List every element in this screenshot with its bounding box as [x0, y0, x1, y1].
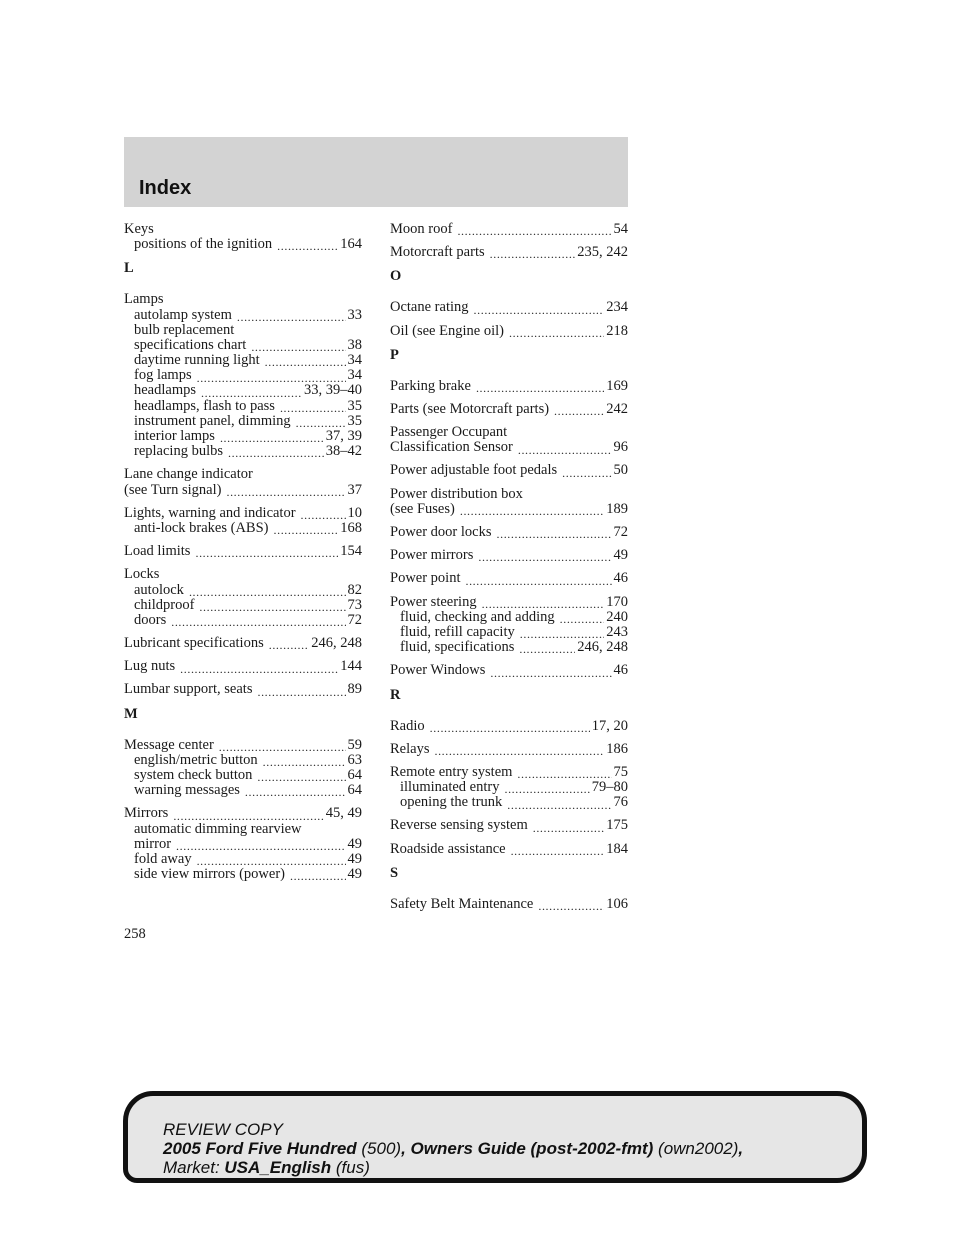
- index-entry: [390, 742, 628, 757]
- entry-page-ref: 10: [347, 504, 362, 521]
- index-entry: [390, 245, 628, 260]
- entry-text: Power point: [390, 570, 461, 587]
- dot-leader: [171, 616, 345, 628]
- index-entry: [390, 464, 628, 479]
- market-code: (fus): [331, 1158, 370, 1177]
- index-column-left: [124, 222, 362, 890]
- index-section-letter: O: [390, 268, 402, 285]
- dot-leader: [180, 663, 338, 675]
- entry-page-ref: 246, 248: [311, 635, 362, 652]
- index-subentry: [124, 613, 362, 628]
- entry-page-ref: 154: [340, 543, 362, 560]
- entry-text: Octane rating: [390, 299, 469, 316]
- index-entry: [390, 548, 628, 563]
- entry-page-ref: 170: [606, 593, 628, 610]
- entry-text: (see Fuses): [390, 500, 455, 517]
- entry-page-ref: 96: [613, 439, 628, 456]
- index-entry: [124, 567, 362, 582]
- entry-text: Locks: [124, 566, 160, 583]
- index-entry: [390, 842, 628, 857]
- entry-text: Mirrors: [124, 805, 169, 822]
- index-entry-group: [124, 738, 362, 799]
- entry-page-ref: 242: [606, 400, 628, 417]
- entry-page-ref: 73: [347, 596, 362, 613]
- index-subentry: [124, 353, 362, 368]
- entry-page-ref: 144: [340, 658, 362, 675]
- entry-text: fluid, checking and adding: [400, 608, 555, 625]
- index-entry-group: [390, 663, 628, 678]
- index-entry: [390, 571, 628, 586]
- index-subentry: [124, 323, 362, 338]
- dot-leader: [173, 810, 323, 822]
- entry-page-ref: 79–80: [591, 779, 628, 796]
- index-subentry: [124, 399, 362, 414]
- entry-page-ref: 175: [606, 817, 628, 834]
- index-entry: [124, 636, 362, 651]
- index-entry-group: [390, 548, 628, 563]
- entry-text: Relays: [390, 740, 430, 757]
- index-entry: [124, 659, 362, 674]
- entry-text: replacing bulbs: [134, 443, 223, 460]
- index-entry: [124, 683, 362, 698]
- dot-leader: [290, 870, 346, 882]
- index-entry: [390, 719, 628, 734]
- entry-text: Lane change indicator: [124, 466, 253, 483]
- dot-leader: [189, 586, 346, 598]
- dot-leader: [460, 505, 604, 517]
- index-subentry: [124, 384, 362, 399]
- entry-page-ref: 169: [606, 377, 628, 394]
- index-subentry: [124, 521, 362, 536]
- index-entry: [390, 663, 628, 678]
- dot-leader: [554, 405, 604, 417]
- index-entry: [390, 222, 628, 237]
- entry-page-ref: 49: [347, 850, 362, 867]
- entry-text: Motorcraft parts: [390, 244, 485, 261]
- dot-leader: [519, 643, 575, 655]
- dot-leader: [199, 601, 345, 613]
- index-subentry: [124, 768, 362, 783]
- entry-text: fog lamps: [134, 367, 192, 384]
- index-entry-group: [390, 464, 628, 479]
- index-subentry: [390, 625, 628, 640]
- entry-text: Lumbar support, seats: [124, 681, 253, 698]
- dot-leader: [251, 341, 345, 353]
- dot-leader: [434, 745, 604, 757]
- dot-leader: [518, 444, 612, 456]
- index-entry-group: [390, 300, 628, 315]
- dot-leader: [263, 756, 346, 768]
- entry-text: mirror: [134, 835, 172, 852]
- dot-leader: [478, 551, 611, 563]
- separator: ,: [401, 1139, 411, 1158]
- entry-text: Remote entry system: [390, 763, 513, 780]
- index-subentry: [390, 780, 628, 795]
- entry-text: autolock: [134, 581, 184, 598]
- index-entry: [390, 897, 628, 912]
- index-subentry: [124, 444, 362, 459]
- entry-page-ref: 243: [606, 623, 628, 640]
- dot-leader: [509, 327, 604, 339]
- entry-text: side view mirrors (power): [134, 866, 285, 883]
- entry-text: Lubricant specifications: [124, 635, 264, 652]
- vehicle-model-code: (500): [356, 1139, 402, 1158]
- index-section-letter: P: [390, 346, 399, 363]
- entry-page-ref: 75: [613, 763, 628, 780]
- entry-text: Oil (see Engine oil): [390, 322, 504, 339]
- dot-leader: [511, 845, 605, 857]
- index-entry-group: [390, 819, 628, 834]
- index-subentry: [124, 852, 362, 867]
- entry-page-ref: 49: [347, 835, 362, 852]
- entry-text: doors: [134, 611, 167, 628]
- review-copy-market-line: [163, 1158, 743, 1177]
- index-entry-group: [390, 897, 628, 912]
- entry-text: illuminated entry: [400, 779, 500, 796]
- entry-text: headlamps, flash to pass: [134, 397, 275, 414]
- dot-leader: [562, 467, 611, 479]
- entry-text: Passenger Occupant: [390, 424, 508, 441]
- entry-text: Lug nuts: [124, 658, 176, 675]
- dot-leader: [245, 786, 346, 798]
- entry-page-ref: 49: [613, 547, 628, 564]
- entry-text: fluid, refill capacity: [400, 623, 515, 640]
- entry-text: bulb replacement: [134, 321, 235, 338]
- entry-text: daytime running light: [134, 352, 260, 369]
- review-copy-document-line: [163, 1139, 743, 1158]
- index-entry: [124, 483, 362, 498]
- index-entry: [124, 222, 362, 237]
- entry-page-ref: 189: [606, 500, 628, 517]
- index-entry: [390, 300, 628, 315]
- entry-page-ref: 38: [347, 336, 362, 353]
- entry-page-ref: 82: [347, 581, 362, 598]
- entry-text: Power mirrors: [390, 547, 474, 564]
- index-subentry: [390, 640, 628, 655]
- entry-page-ref: 35: [347, 397, 362, 414]
- entry-text: Power steering: [390, 593, 477, 610]
- index-entry: [390, 819, 628, 834]
- index-subentry: [124, 583, 362, 598]
- index-subentry: [390, 610, 628, 625]
- index-entry-group: [390, 324, 628, 339]
- dot-leader: [490, 248, 576, 260]
- dot-leader: [490, 667, 611, 679]
- entry-text: Lights, warning and indicator: [124, 504, 296, 521]
- dot-leader: [560, 613, 605, 625]
- entry-page-ref: 246, 248: [577, 639, 628, 656]
- entry-text: system check button: [134, 767, 253, 784]
- index-entry-group: [390, 487, 628, 517]
- page-number: 258: [124, 926, 146, 942]
- index-entry: [124, 544, 362, 559]
- index-subentry: [390, 795, 628, 810]
- entry-text: specifications chart: [134, 336, 247, 353]
- entry-text: Roadside assistance: [390, 840, 506, 857]
- entry-text: fold away: [134, 850, 192, 867]
- entry-text: Safety Belt Maintenance: [390, 895, 534, 912]
- index-entry: [390, 595, 628, 610]
- index-entry: [390, 765, 628, 780]
- index-entry-group: [390, 222, 628, 237]
- dot-leader: [274, 524, 339, 536]
- index-entry-group: [390, 765, 628, 811]
- entry-page-ref: 218: [606, 322, 628, 339]
- entry-text: english/metric button: [134, 751, 258, 768]
- entry-text: headlamps: [134, 382, 197, 399]
- entry-page-ref: 184: [606, 840, 628, 857]
- entry-page-ref: 49: [347, 866, 362, 883]
- dot-leader: [474, 304, 605, 316]
- entry-page-ref: 33, 39–40: [304, 382, 362, 399]
- entry-page-ref: 168: [340, 519, 362, 536]
- entry-text: Message center: [124, 736, 214, 753]
- index-entry: [390, 402, 628, 417]
- dot-leader: [195, 547, 338, 559]
- index-entry: [390, 502, 628, 517]
- index-subentry: [124, 368, 362, 383]
- dot-leader: [504, 783, 589, 795]
- index-entry-group: [390, 595, 628, 656]
- dot-leader: [228, 447, 324, 459]
- index-subentry: [124, 598, 362, 613]
- index-entry-group: [124, 222, 362, 252]
- entry-page-ref: 38–42: [325, 443, 362, 460]
- guide-name: Owners Guide (post-2002-fmt): [410, 1139, 654, 1158]
- index-entry-group: [390, 245, 628, 260]
- index-entry-group: [124, 636, 362, 651]
- entry-page-ref: 64: [347, 782, 362, 799]
- entry-page-ref: 240: [606, 608, 628, 625]
- entry-text: Classification Sensor: [390, 439, 513, 456]
- index-entry-group: [124, 544, 362, 559]
- entry-text: anti-lock brakes (ABS): [134, 519, 269, 536]
- dot-leader: [176, 840, 345, 852]
- dot-leader: [482, 598, 605, 610]
- entry-page-ref: 34: [347, 352, 362, 369]
- index-entry: [390, 440, 628, 455]
- index-entry: [390, 425, 628, 440]
- entry-page-ref: 106: [606, 895, 628, 912]
- vehicle-model: 2005 Ford Five Hundred: [163, 1139, 357, 1158]
- index-entry: [124, 738, 362, 753]
- entry-page-ref: 17, 20: [591, 717, 628, 734]
- index-subentry: [124, 837, 362, 852]
- separator: ,: [738, 1139, 744, 1158]
- entry-text: opening the trunk: [400, 794, 503, 811]
- entry-text: Radio: [390, 717, 425, 734]
- entry-text: instrument panel, dimming: [134, 412, 291, 429]
- entry-page-ref: 72: [613, 524, 628, 541]
- index-entry-group: [390, 525, 628, 540]
- index-subentry: [124, 867, 362, 882]
- index-entry: [124, 467, 362, 482]
- index-entry-group: [390, 402, 628, 417]
- entry-text: positions of the ignition: [134, 236, 273, 253]
- dot-leader: [301, 509, 346, 521]
- entry-page-ref: 63: [347, 751, 362, 768]
- dot-leader: [265, 356, 346, 368]
- entry-page-ref: 45, 49: [325, 805, 362, 822]
- entry-page-ref: 164: [340, 236, 362, 253]
- market-label: Market:: [163, 1158, 225, 1177]
- index-entry-group: [124, 683, 362, 698]
- entry-page-ref: 33: [347, 306, 362, 323]
- index-subentry: [124, 429, 362, 444]
- dot-leader: [257, 686, 345, 698]
- entry-text: Power adjustable foot pedals: [390, 462, 558, 479]
- index-entry-group: [390, 425, 628, 455]
- entry-text: Reverse sensing system: [390, 817, 528, 834]
- entry-page-ref: 46: [613, 662, 628, 679]
- entry-page-ref: 35: [347, 412, 362, 429]
- entry-page-ref: 50: [613, 462, 628, 479]
- index-subentry: [124, 338, 362, 353]
- index-entry: [390, 379, 628, 394]
- entry-text: (see Turn signal): [124, 481, 222, 498]
- index-entry: [390, 487, 628, 502]
- entry-page-ref: 64: [347, 767, 362, 784]
- entry-text: interior lamps: [134, 428, 215, 445]
- dot-leader: [201, 387, 302, 399]
- dot-leader: [257, 771, 345, 783]
- entry-text: Power distribution box: [390, 485, 523, 502]
- entry-text: Load limits: [124, 543, 191, 560]
- index-header-band: [124, 137, 628, 207]
- index-entry: [124, 292, 362, 307]
- index-section-letter: L: [124, 260, 134, 277]
- index-entry: [124, 806, 362, 821]
- index-subentry: [124, 783, 362, 798]
- index-entry-group: [390, 571, 628, 586]
- index-entry-group: [124, 292, 362, 459]
- entry-text: Lamps: [124, 291, 164, 308]
- review-copy-label: REVIEW COPY: [163, 1120, 283, 1139]
- index-subentry: [124, 308, 362, 323]
- index-entry-group: [390, 842, 628, 857]
- index-entry: [124, 506, 362, 521]
- index-subentry: [124, 414, 362, 429]
- entry-text: Parts (see Motorcraft parts): [390, 400, 550, 417]
- entry-page-ref: 234: [606, 299, 628, 316]
- dot-leader: [533, 822, 605, 834]
- index-subentry: [124, 753, 362, 768]
- dot-leader: [457, 225, 611, 237]
- index-entry-group: [124, 659, 362, 674]
- entry-page-ref: 37, 39: [325, 428, 362, 445]
- entry-text: automatic dimming rearview: [134, 820, 302, 837]
- dot-leader: [220, 432, 324, 444]
- entry-text: warning messages: [134, 782, 240, 799]
- market-value: USA_English: [224, 1158, 332, 1177]
- index-section-letter: S: [390, 864, 399, 881]
- entry-page-ref: 37: [347, 481, 362, 498]
- review-copy-box: [123, 1091, 867, 1183]
- dot-leader: [237, 311, 346, 323]
- index-column-right: [390, 222, 628, 920]
- entry-text: childproof: [134, 596, 195, 613]
- entry-text: Parking brake: [390, 377, 471, 394]
- index-entry-group: [124, 467, 362, 497]
- entry-text: Power door locks: [390, 524, 492, 541]
- entry-text: Power Windows: [390, 662, 486, 679]
- index-entry-group: [124, 567, 362, 628]
- dot-leader: [476, 382, 604, 394]
- dot-leader: [226, 486, 345, 498]
- index-section-letter: R: [390, 686, 401, 703]
- review-copy-text: [163, 1120, 743, 1177]
- guide-code: (own2002): [653, 1139, 739, 1158]
- entry-text: Keys: [124, 220, 154, 237]
- index-section-letter: M: [124, 705, 138, 722]
- index-entry-group: [124, 506, 362, 536]
- entry-page-ref: 186: [606, 740, 628, 757]
- index-entry-group: [390, 719, 628, 734]
- dot-leader: [277, 240, 338, 252]
- entry-page-ref: 59: [347, 736, 362, 753]
- index-entry: [390, 324, 628, 339]
- entry-page-ref: 76: [613, 794, 628, 811]
- dot-leader: [465, 575, 611, 587]
- index-subentry: [124, 237, 362, 252]
- index-subentry: [124, 822, 362, 837]
- entry-text: autolamp system: [134, 306, 232, 323]
- entry-page-ref: 72: [347, 611, 362, 628]
- entry-page-ref: 235, 242: [577, 244, 628, 261]
- dot-leader: [430, 722, 590, 734]
- index-entry: [390, 525, 628, 540]
- dot-leader: [538, 900, 604, 912]
- dot-leader: [497, 528, 612, 540]
- entry-page-ref: 34: [347, 367, 362, 384]
- dot-leader: [269, 639, 310, 651]
- entry-page-ref: 46: [613, 570, 628, 587]
- page-title: Index: [139, 177, 192, 199]
- index-entry-group: [390, 742, 628, 757]
- dot-leader: [507, 799, 611, 811]
- entry-text: Moon roof: [390, 220, 453, 237]
- index-entry-group: [390, 379, 628, 394]
- entry-text: fluid, specifications: [400, 639, 515, 656]
- entry-page-ref: 89: [347, 681, 362, 698]
- index-entry-group: [124, 806, 362, 882]
- entry-page-ref: 54: [613, 220, 628, 237]
